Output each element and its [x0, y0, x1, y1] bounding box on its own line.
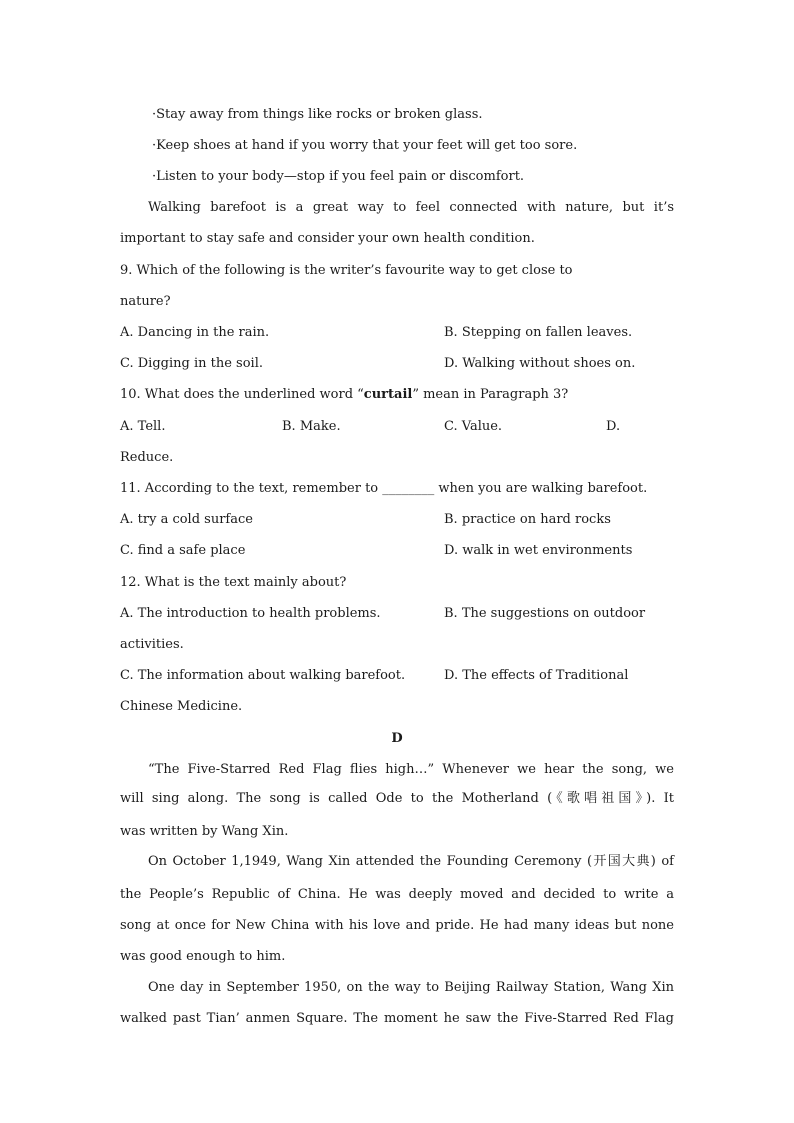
q12-option-c: C. The information about walking barefoot.	[120, 668, 406, 683]
section-title: D	[391, 731, 403, 746]
passage-d-p1-line-3: was written by Wang Xin.	[120, 824, 289, 839]
q10-option-b: B. Make.	[282, 419, 341, 434]
passage-d-p3-line-2: walked past Tian’ anmen Square. The moment he saw the Five-Starred Red Flag	[120, 1011, 674, 1026]
q11-stem: 11. According to the text, remember to ________ when you are walking barefoot.	[120, 481, 648, 496]
passage-d-p2-line-2: the People’s Republic of China. He was deeply moved and decided to write a	[120, 887, 674, 902]
q9-option-b: B. Stepping on fallen leaves.	[444, 325, 633, 340]
q9-option-a: A. Dancing in the rain.	[120, 325, 270, 340]
q12-option-d: D. The effects of Traditional	[444, 668, 629, 683]
passage-d-p1-line-1: “The Five-Starred Red Flag flies high…” Whenever we hear the song, we	[148, 762, 674, 777]
q10-option-d-cont: Reduce.	[120, 450, 174, 465]
q10-stem-post: ” mean in Paragraph 3?	[412, 387, 569, 402]
q12-option-b-cont: activities.	[120, 637, 184, 652]
q10-option-a: A. Tell.	[120, 419, 166, 434]
passage-d-p1-line-2: will sing along. The song is called Ode to the Motherland (《歌唱祖国》). It	[120, 791, 674, 806]
tip-2: ·Keep shoes at hand if you worry that your feet will get too sore.	[152, 138, 578, 153]
q12-option-b: B. The suggestions on outdoor	[444, 606, 646, 621]
q10-stem	[120, 387, 568, 403]
tip-3: ·Listen to your body—stop if you feel pain or discomfort.	[152, 169, 525, 184]
q11-option-c: C. find a safe place	[120, 543, 246, 558]
q12-option-d-cont: Chinese Medicine.	[120, 699, 243, 714]
conclusion-line-2: important to stay safe and consider your own health condition.	[120, 231, 535, 246]
conclusion-line-1: Walking barefoot is a great way to feel connected with nature, but it’s	[148, 200, 674, 215]
tip-1: ·Stay away from things like rocks or broken glass.	[152, 107, 483, 122]
q9-option-c: C. Digging in the soil.	[120, 356, 263, 371]
q9-stem: 9. Which of the following is the writer’s favourite way to get close to	[120, 263, 573, 278]
q9-stem-cont: nature?	[120, 294, 171, 309]
q11-option-b: B. practice on hard rocks	[444, 512, 611, 527]
q10-stem-pre: 10. What does the underlined word “	[120, 387, 364, 402]
q11-option-a: A. try a cold surface	[120, 512, 253, 527]
q9-option-d: D. Walking without shoes on.	[444, 356, 636, 371]
passage-d-p2-line-1: On October 1,1949, Wang Xin attended the Founding Ceremony (开国大典) of	[148, 854, 674, 869]
passage-d-p2-line-4: was good enough to him.	[120, 949, 286, 964]
passage-d-p2-line-3: song at once for New China with his love and pride. He had many ideas but none	[120, 918, 674, 933]
passage-d-p3-line-1: One day in September 1950, on the way to Beijing Railway Station, Wang Xin	[148, 980, 674, 995]
q10-underlined-word: curtail	[363, 387, 413, 402]
q10-option-c: C. Value.	[444, 419, 503, 434]
q12-stem: 12. What is the text mainly about?	[120, 575, 347, 590]
q12-option-a: A. The introduction to health problems.	[120, 606, 381, 621]
q11-option-d: D. walk in wet environments	[444, 543, 633, 558]
q10-option-d: D.	[606, 419, 621, 434]
